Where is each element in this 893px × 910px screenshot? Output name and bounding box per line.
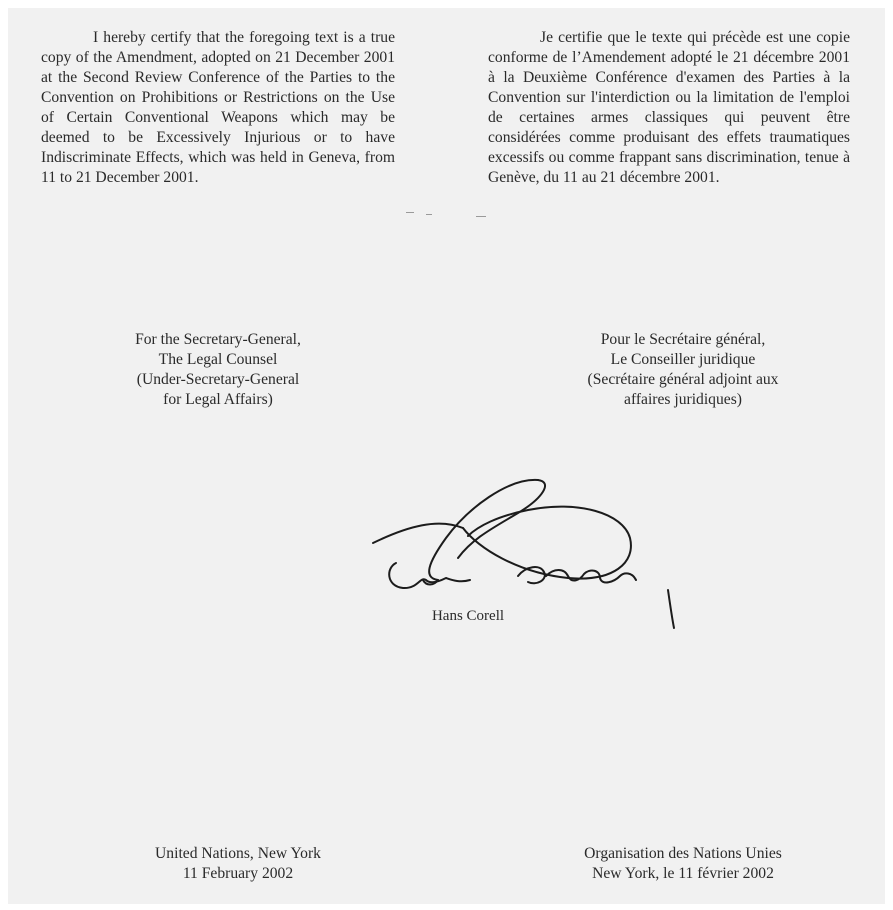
signatory-line: affaires juridiques)	[624, 391, 742, 408]
signatory-line: Le Conseiller juridique	[610, 351, 756, 368]
signatory-line: The Legal Counsel	[158, 351, 278, 368]
signatory-block-en	[68, 330, 368, 410]
footer-place: United Nations, New York	[155, 845, 321, 862]
certification-text-en: I hereby certify that the foregoing text is a true copy of the Amendment, adopted on 21 December 2001 at the Second Review Conference of the Parties to the Convention on Prohibitions or Restrictions on the Use of Certain Conventional Weapons which may be deemed to be Excessively Injurious or to have Indiscriminate Effects, which was held in Geneva, from 11 to 21 December 2001.	[41, 29, 395, 186]
signatory-block-fr	[518, 330, 848, 410]
footer-en	[88, 844, 388, 884]
certification-page	[8, 8, 885, 904]
signatory-line: Pour le Secrétaire général,	[600, 331, 766, 348]
footer-fr	[518, 844, 848, 884]
footer-place: Organisation des Nations Unies	[584, 845, 782, 862]
signatory-line: for Legal Affairs)	[163, 391, 273, 408]
scan-speck	[406, 212, 414, 213]
certification-text-fr: Je certifie que le texte qui précède est une copie conforme de l’Amendement adopté le 21 décembre 2001 à la Deuxième Conférence d'examen des Parties à la Convention sur l'interdiction ou la limitation de l'emploi de certaines armes classiques qui peuvent être considérées comme produisant des effets traumatiques excessifs ou comme frappant sans discrimination, tenue à Genève, du 11 au 21 décembre 2001.	[488, 29, 850, 186]
signatory-line: For the Secretary-General,	[135, 331, 301, 348]
signatory-line: (Secrétaire général adjoint aux	[587, 371, 779, 388]
footer-date: 11 February 2002	[182, 865, 294, 882]
scan-speck	[426, 214, 432, 215]
signer-name: Hans Corell	[431, 608, 505, 624]
scan-speck	[476, 216, 486, 217]
footer-date: New York, le 11 février 2002	[592, 865, 774, 882]
signatory-line: (Under-Secretary-General	[136, 371, 300, 388]
